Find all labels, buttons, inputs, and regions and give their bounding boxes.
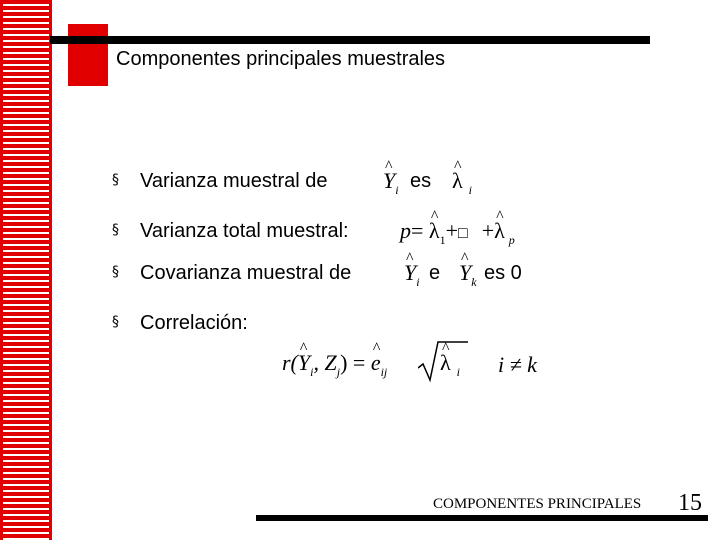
stripe-line <box>3 34 49 36</box>
stripe-line <box>3 238 49 240</box>
stripe-line <box>3 172 49 174</box>
stripe-line <box>3 484 49 486</box>
stripe-line <box>3 448 49 450</box>
stripe-line <box>3 520 49 522</box>
stripe-line <box>3 58 49 60</box>
stripe-line <box>3 334 49 336</box>
stripe-line <box>3 130 49 132</box>
stripe-line <box>3 76 49 78</box>
footer-line <box>256 515 708 521</box>
stripe-line <box>3 220 49 222</box>
stripe-line <box>3 232 49 234</box>
stripe-line <box>3 286 49 288</box>
bullet-text: Varianza total muestral: <box>140 220 349 242</box>
stripe-line <box>3 46 49 48</box>
stripe-line <box>3 106 49 108</box>
stripe-line <box>3 364 49 366</box>
stripe-line <box>3 514 49 516</box>
stripe-line <box>3 64 49 66</box>
stripe-line <box>3 226 49 228</box>
stripe-line <box>3 208 49 210</box>
stripe-line <box>3 436 49 438</box>
stripe-line <box>3 388 49 390</box>
stripe-line <box>3 310 49 312</box>
stripe-line <box>3 142 49 144</box>
bullet-text: Covarianza muestral de <box>140 262 352 284</box>
formula-correlation: r(^ $Y_i$, $Z_j$) = ^ $e_{ij}$ <box>282 350 387 376</box>
stripe-line <box>3 376 49 378</box>
stripe-line <box>3 136 49 138</box>
stripe-line <box>3 400 49 402</box>
stripe-line <box>3 178 49 180</box>
stripe-line <box>3 256 49 258</box>
stripe-line <box>3 298 49 300</box>
stripe-line <box>3 94 49 96</box>
stripe-line <box>3 184 49 186</box>
stripe-line <box>3 406 49 408</box>
stripe-line <box>3 100 49 102</box>
stripe-line <box>3 472 49 474</box>
title-accent-block <box>68 24 108 86</box>
bullet-marker: § <box>112 314 119 330</box>
stripe-line <box>3 214 49 216</box>
bullet-connector: es <box>410 170 432 192</box>
stripe-line <box>3 502 49 504</box>
stripe-line <box>3 22 49 24</box>
stripe-line <box>3 40 49 42</box>
bullet-text: Correlación: <box>140 312 248 334</box>
stripe-line <box>3 166 49 168</box>
stripe-line <box>3 382 49 384</box>
stripe-line <box>3 466 49 468</box>
stripe-line <box>3 280 49 282</box>
stripe-line <box>3 322 49 324</box>
bullet-connector: e <box>429 262 441 284</box>
formula-corr-lambda: ^ λ $_i$ <box>440 350 460 376</box>
stripe-line <box>3 190 49 192</box>
stripe-line <box>3 442 49 444</box>
stripe-line <box>3 70 49 72</box>
stripe-line <box>3 160 49 162</box>
stripe-line <box>3 154 49 156</box>
stripe-line <box>3 52 49 54</box>
stripe-line <box>3 418 49 420</box>
stripe-line <box>3 412 49 414</box>
title-underline-bar <box>50 36 650 44</box>
bullet-tail: es 0 <box>484 262 522 284</box>
stripe-line <box>3 88 49 90</box>
stripe-line <box>3 262 49 264</box>
stripe-line <box>3 82 49 84</box>
stripe-line <box>3 430 49 432</box>
stripe-line <box>3 346 49 348</box>
left-stripe-decoration <box>0 0 52 540</box>
stripe-line <box>3 202 49 204</box>
stripe-line <box>3 394 49 396</box>
stripe-line <box>3 118 49 120</box>
bullet-text: Varianza muestral de <box>140 170 328 192</box>
stripe-line <box>3 124 49 126</box>
stripe-line <box>3 358 49 360</box>
stripe-line <box>3 454 49 456</box>
page-number: 15 <box>678 490 702 516</box>
stripe-line <box>3 148 49 150</box>
stripe-line <box>3 424 49 426</box>
stripe-line <box>3 508 49 510</box>
formula-condition: i ≠ k <box>498 352 537 377</box>
bullet-marker: § <box>112 172 119 188</box>
stripe-line <box>3 112 49 114</box>
formula-yi: ^ $Y_i$ <box>383 168 399 194</box>
stripe-line <box>3 340 49 342</box>
stripe-line <box>3 292 49 294</box>
stripe-line <box>3 250 49 252</box>
stripe-line <box>3 274 49 276</box>
formula-yi: ^ $Y_i$ <box>404 260 420 286</box>
stripe-line <box>3 244 49 246</box>
formula-lambda-i: ^ λ $_i$ <box>452 168 472 194</box>
bullet-marker: § <box>112 222 119 238</box>
stripe-line <box>3 316 49 318</box>
stripe-line <box>3 328 49 330</box>
stripe-line <box>3 490 49 492</box>
slide-title: Componentes principales muestrales <box>116 48 446 70</box>
footer-label: COMPONENTES PRINCIPALES <box>433 496 642 512</box>
stripe-line <box>3 532 49 534</box>
bullet-marker: § <box>112 264 119 280</box>
stripe-line <box>3 304 49 306</box>
formula-yk: ^ $Y_k$ <box>459 260 477 286</box>
stripe-line <box>3 496 49 498</box>
stripe-line <box>3 526 49 528</box>
stripe-line <box>3 4 49 6</box>
stripe-line <box>3 268 49 270</box>
stripe-line <box>3 352 49 354</box>
stripe-line <box>3 478 49 480</box>
stripe-line <box>3 16 49 18</box>
stripe-line <box>3 370 49 372</box>
formula-total-variance: p= ^ $\lambda_1+□$ +^ λ $_p$ <box>400 218 515 244</box>
stripe-line <box>3 196 49 198</box>
stripe-line <box>3 460 49 462</box>
stripe-line <box>3 28 49 30</box>
stripe-line <box>3 10 49 12</box>
